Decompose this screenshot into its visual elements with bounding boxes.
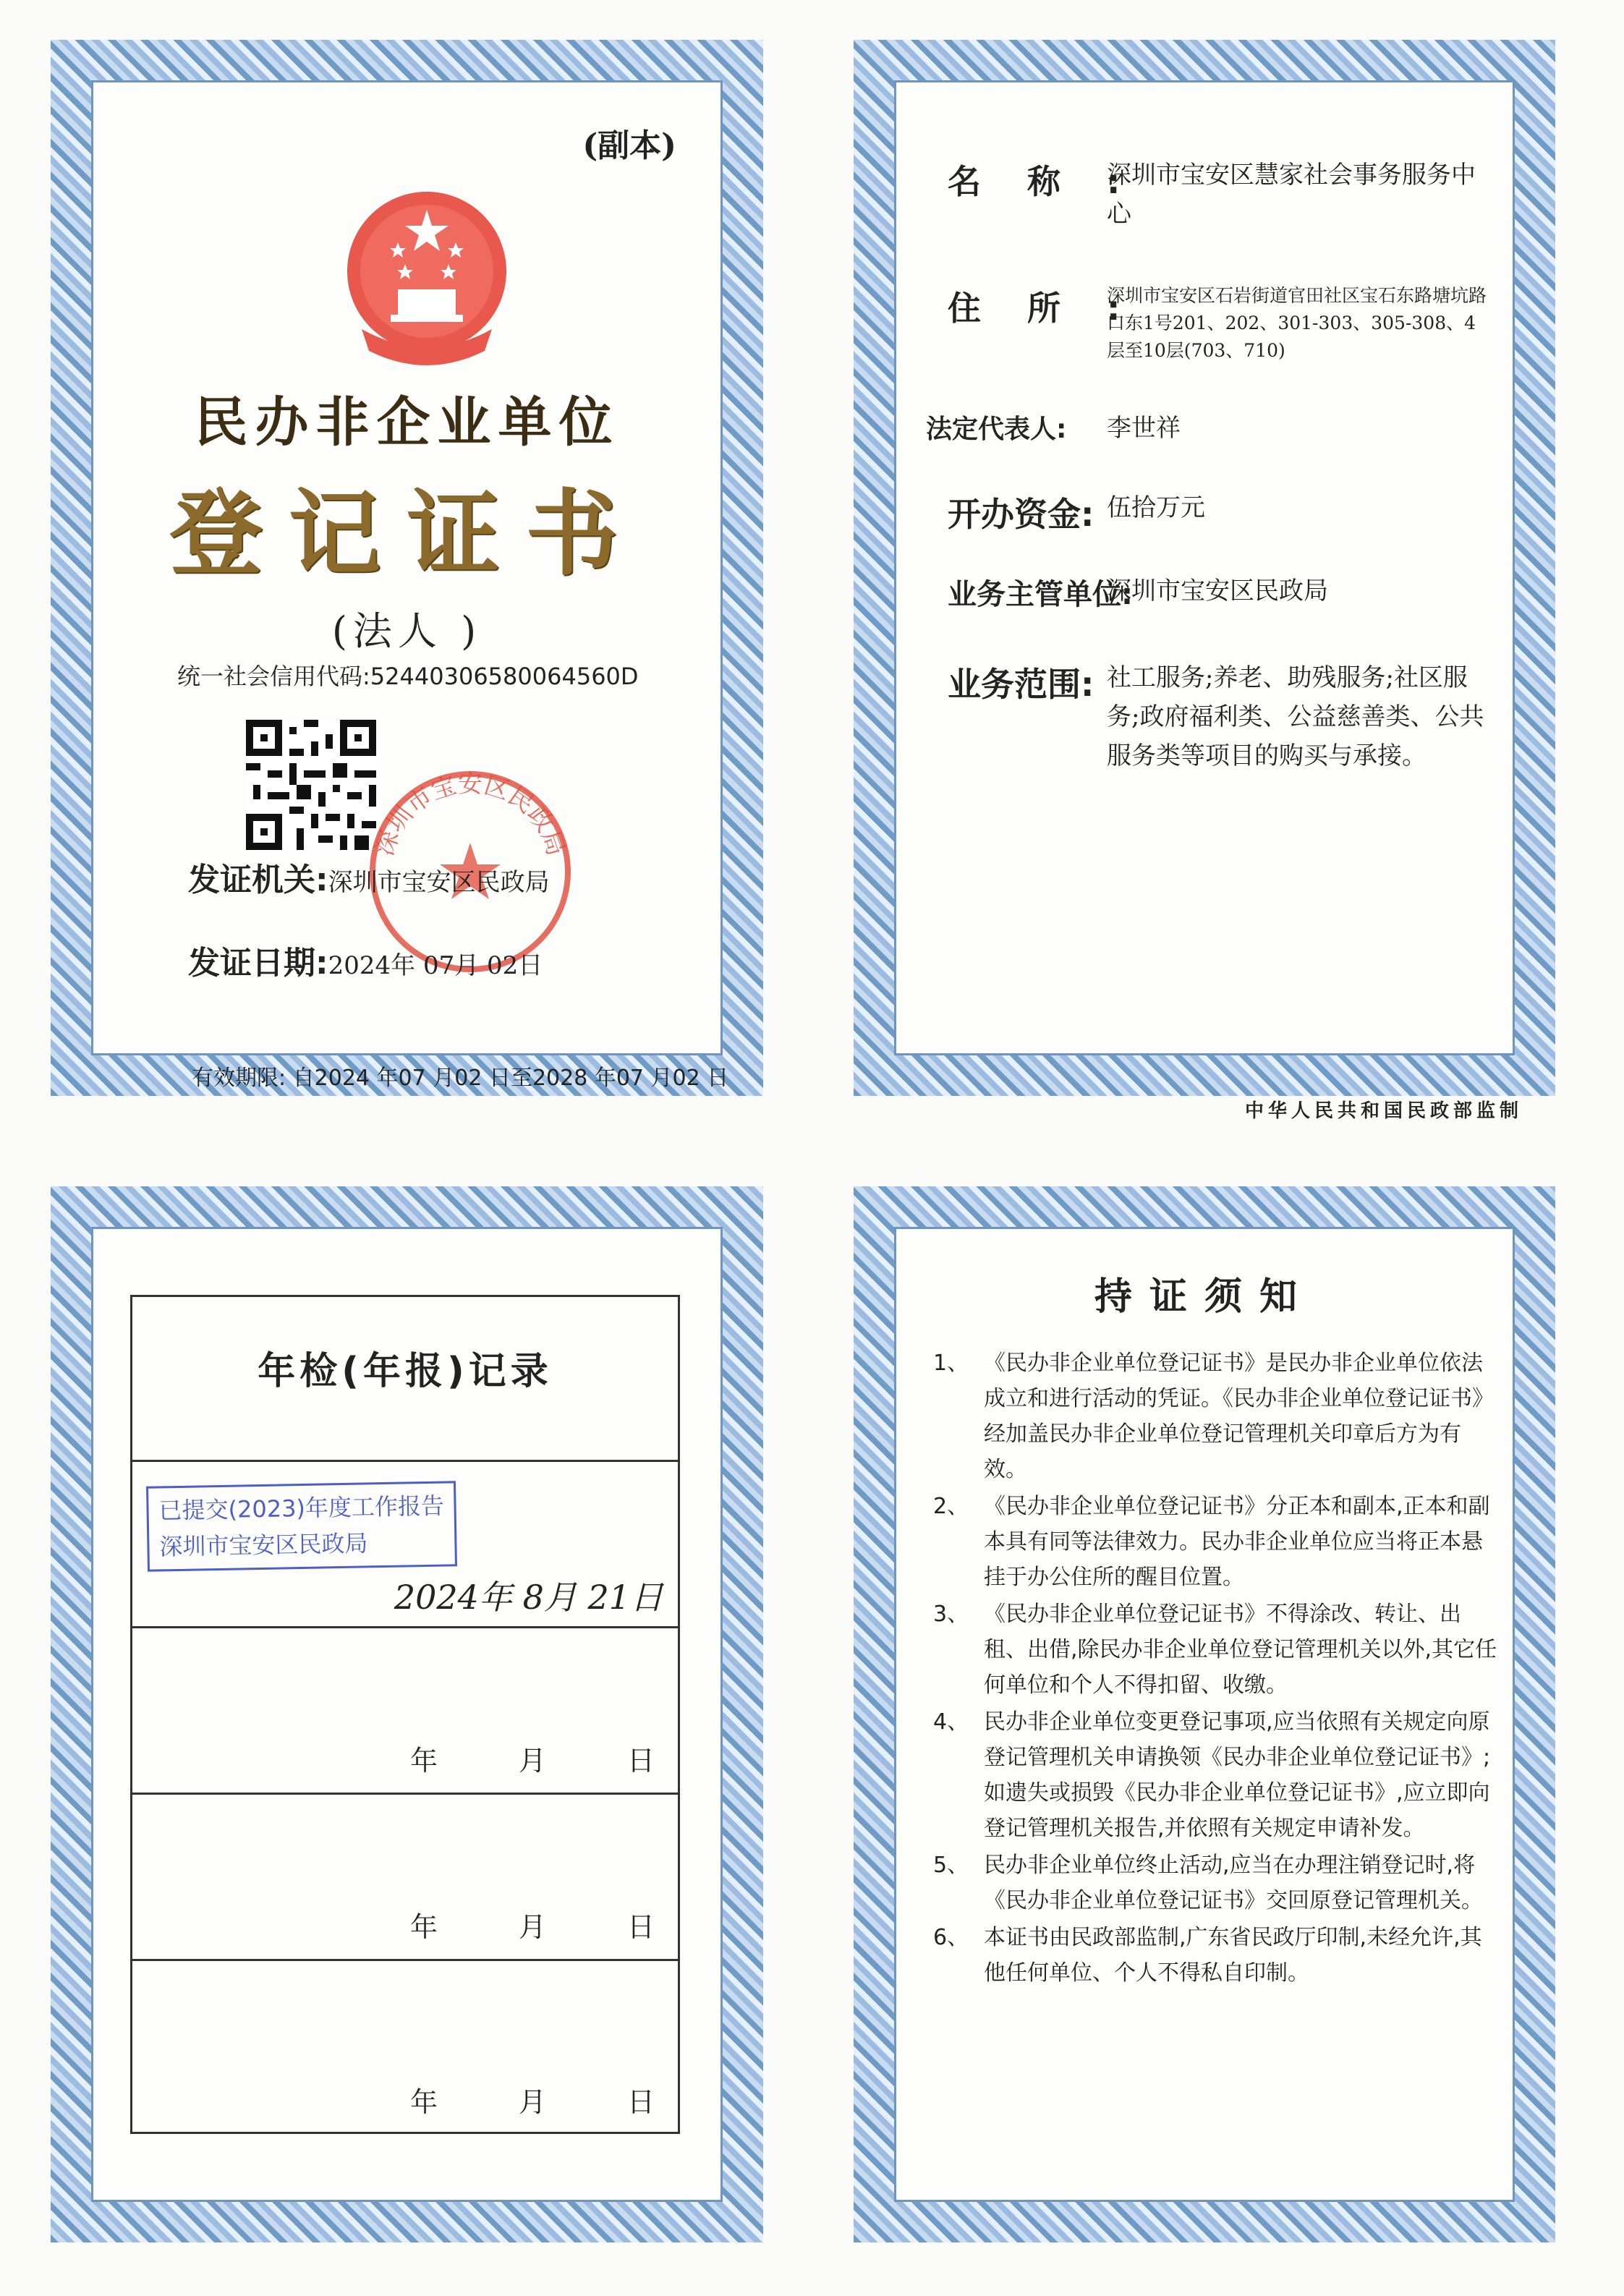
issuer-value: 深圳市宝安区民政局	[328, 868, 550, 897]
ministry-supervision-note: 中华人民共和国民政部监制	[1244, 1100, 1523, 1122]
record-row	[132, 1626, 678, 1793]
blank-date	[410, 1905, 656, 1944]
field-label: 业务主管单位:	[948, 578, 1133, 611]
credit-code-line	[177, 658, 639, 692]
year-label: 年	[409, 1911, 439, 1943]
field-name	[948, 156, 1490, 234]
notice-list	[933, 1345, 1497, 1992]
front-content	[109, 98, 729, 1091]
notice-number: 6、	[933, 1925, 969, 1950]
day-label: 日	[626, 1911, 656, 1943]
notice-number: 5、	[933, 1853, 969, 1878]
record-row	[132, 1793, 678, 1959]
blank-date	[410, 2080, 656, 2119]
national-emblem-icon	[333, 184, 521, 373]
notice-item	[933, 1704, 1497, 1846]
report-stamp	[146, 1481, 457, 1571]
stamp-line-1: 已提交(2023)年度工作报告	[158, 1492, 445, 1525]
field-scope	[948, 658, 1490, 775]
credit-code-label: 统一社会信用代码:	[177, 663, 370, 690]
month-label: 月	[518, 2086, 548, 2118]
notice-number: 1、	[933, 1351, 969, 1376]
field-value: 深圳市宝安区民政局	[1107, 577, 1328, 605]
field-value: 伍拾万元	[1107, 493, 1205, 522]
copy-label: (副本)	[582, 127, 676, 164]
svg-text:深圳市宝安区民政局: 深圳市宝安区民政局	[370, 770, 571, 860]
notice-item	[933, 1848, 1497, 1918]
field-label: 业务范围:	[948, 665, 1094, 704]
field-label: 开办资金:	[948, 495, 1094, 534]
field-label: 法定代表人:	[926, 414, 1067, 444]
month-label: 月	[518, 1745, 548, 1777]
notice-item	[933, 1920, 1497, 1991]
notice-item	[933, 1596, 1497, 1703]
issuer-label: 发证机关:	[188, 862, 328, 898]
blank-date	[410, 1738, 656, 1778]
field-label: 名称:	[948, 162, 1167, 201]
field-supervisor	[948, 571, 1490, 613]
details-content	[854, 40, 1555, 1096]
credit-code-value: 52440306580064560D	[370, 663, 639, 690]
year-label: 年	[409, 1745, 439, 1777]
certificate-front-page	[51, 40, 763, 1096]
record-row	[132, 1460, 678, 1626]
issuing-authority-row	[188, 854, 550, 900]
year-label: 年	[409, 2086, 439, 2118]
record-row	[132, 1959, 678, 2134]
handwritten-date: 2024年 8月 21日	[394, 1578, 663, 1617]
field-capital	[948, 488, 1490, 536]
notice-number: 2、	[933, 1494, 969, 1519]
field-address	[948, 282, 1490, 365]
qr-code-icon	[246, 720, 376, 850]
stamp-line-2: 深圳市宝安区民政局	[159, 1529, 368, 1561]
field-value: 李世祥	[1107, 414, 1181, 443]
certificate-details-page	[854, 40, 1555, 1096]
day-label: 日	[626, 2086, 656, 2118]
issue-date-row	[188, 937, 543, 983]
field-legal-rep	[926, 409, 1490, 448]
notice-text: 民办非企业单位变更登记事项,应当依照有关规定向原登记管理机关申请换领《民办非企业单位登记证书》;如遗失或损毁《民办非企业单位登记证书》,应立即向登记管理机关报告,并依照有关规定申请补发。	[984, 1709, 1491, 1841]
month-label: 月	[518, 1911, 548, 1943]
day-label: 日	[626, 1745, 656, 1777]
field-value: 深圳市宝安区慧家社会事务服务中心	[1107, 161, 1476, 229]
notice-title: 持证须知	[1094, 1275, 1314, 1319]
issue-date-label: 发证日期:	[188, 945, 328, 982]
validity-period: 有效期限: 自2024 年07 月02 日至2028 年07 月02 日	[192, 1066, 729, 1091]
certificate-main-title: 登记证书	[169, 480, 645, 588]
field-value: 社工服务;养老、助残服务;社区服务;政府福利类、公益慈善类、公共服务类等项目的购买与承接。	[1107, 663, 1484, 770]
notice-number: 3、	[933, 1602, 969, 1627]
holder-notice-page	[854, 1186, 1555, 2242]
field-label: 住所:	[948, 289, 1167, 328]
record-title: 年检(年报)记录	[258, 1350, 553, 1393]
field-value: 深圳市宝安区石岩街道官田社区宝石东路塘坑路口东1号201、202、301-303、305-308、4层至10层(703、710)	[1107, 285, 1487, 361]
notice-item	[933, 1345, 1497, 1487]
annual-inspection-page	[51, 1186, 763, 2242]
notice-number: 4、	[933, 1709, 969, 1735]
notice-item	[933, 1489, 1497, 1595]
legal-person-label: (法人 )	[331, 608, 482, 654]
annual-record-table	[130, 1295, 680, 2134]
notice-text: 本证书由民政部监制,广东省民政厅印制,未经允许,其他任何单位、个人不得私自印制。	[984, 1925, 1482, 1986]
notice-text: 《民办非企业单位登记证书》分正本和副本,正本和副本具有同等法律效力。民办非企业单位应当将正本悬挂于办公住所的醒目位置。	[984, 1494, 1490, 1590]
issue-date-value: 2024年 07月 02日	[328, 951, 543, 980]
notice-text: 民办非企业单位终止活动,应当在办理注销登记时,将《民办非企业单位登记证书》交回原登记管理机关。	[984, 1853, 1483, 1913]
notice-text: 《民办非企业单位登记证书》是民办非企业单位依法成立和进行活动的凭证。《民办非企业单位登记证书》经加盖民办非企业单位登记管理机关印章后方为有效。	[984, 1351, 1494, 1482]
certificate-type-title: 民办非企业单位	[194, 391, 620, 454]
notice-text: 《民办非企业单位登记证书》不得涂改、转让、出租、出借,除民办非企业单位登记管理机关以外,其它任何单位和个人不得扣留、收缴。	[984, 1602, 1497, 1698]
